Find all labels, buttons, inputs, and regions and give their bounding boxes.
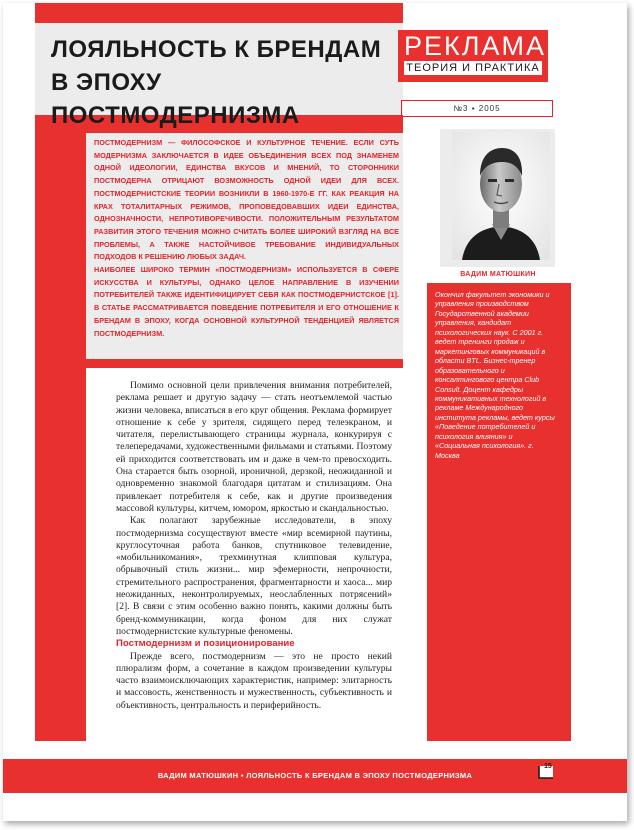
magazine-logo bbox=[398, 30, 548, 82]
logo-subtitle: ТЕОРИЯ И ПРАКТИКА bbox=[406, 62, 540, 74]
author-bio: Окончил факультет экономики и управления производством Государственной академии управления, кандидат психологических наук. С 2001 г. ведет тренинги продаж и маркетинговых коммуникаций в области BTL. Бизнес-тренер образовательного и консалтингового центра Club Consult. Доцент кафедры коммуникативных технологий в рекламе Международного института рекламы, ведет курсы «Поведение потребителей и психология влияния» и «Социальная психология». г. Москва bbox=[435, 290, 555, 460]
issue-box bbox=[401, 100, 553, 117]
article-title: ЛОЯЛЬНОСТЬ К БРЕНДАМ В ЭПОХУ ПОСТМОДЕРНИЗМА bbox=[51, 36, 382, 129]
issue-number: №3 ▪ 2005 bbox=[453, 104, 501, 113]
body-paragraph-1: Помимо основной цели привлечения внимания потребителей, реклама решает и другую задачу — стать неотъемлемой частью жизни человека, вписаться в его круг общения. Реклама формирует отношение к себе у зрителя, сидящего перед телеэкраном, и читателя, перелистывающего страницы журнала, конкурируя с телепередачами, художественными фильмами и статьями. Поэтому ей приходится соответствовать им и даже в чем-то превосходить. Она старается быть озорной, ироничной, дерзкой, неожиданной и одновременно знакомой благодаря цитатам и стилизациям. Она привлекает потребителя к себе, как и другие произведения массовой культуры, китчем, юмором, яркостью и скандальностью. bbox=[116, 380, 392, 514]
abstract-paragraph-2: НАИБОЛЕЕ ШИРОКО ТЕРМИН «ПОСТМОДЕРНИЗМ» ИСПОЛЬЗУЕТСЯ В СФЕРЕ ИСКУССТВА И КУЛЬТУРЫ, ОДНАКО ЦЕЛОЕ НАПРАВЛЕНИЕ В ИЗУЧЕНИИ ПОТРЕБИТЕЛЕЙ ТАКЖЕ ИДЕНТИФИЦИРУЕТ СЕБЯ КАК ПОСТМОДЕРНИСТСКОЕ [1]. В СТАТЬЕ РАССМАТРИВАЕТСЯ ПОВЕДЕНИЕ ПОТРЕБИТЕЛЯ И ЕГО ОТНОШЕНИЕ К БРЕНДАМ В ЭПОХУ, КОГДА ОСНОВНОЙ КУЛЬТУРНОЙ ТЕНДЕНЦИЕЙ ЯВЛЯЕТСЯ ПОСТМОДЕРНИЗМ. bbox=[94, 265, 399, 338]
bottom-margin bbox=[3, 793, 627, 821]
body-paragraph-3: Прежде всего, постмодернизм — это не просто некий плюрализм форм, а сочетание в каждом произведении культуры часто взаимоисключающих характеристик, например: элитарность и массовость, женственность и мужественность, субъективность и объективность, центральность и периферийность. bbox=[116, 650, 392, 711]
logo-title: РЕКЛАМА bbox=[404, 31, 546, 61]
page-footer bbox=[3, 759, 627, 793]
body-paragraph-2: Как полагают зарубежные исследователи, в эпоху постмодернизма сосуществуют вместе «мир всемирной паутины, круглосуточная работа банков, спутниковое телевидение, «мобильникомания», трехминутная клипповая культура, обрывочный стиль жизни... мир эфемерности, непрочности, стремительного распространения, фрагментарности и хаоса... мир неожиданных, неконтролируемых, неослабленных потрясений» [2]. В связи с этим особенно важно понять, какими должны быть бренд-коммуникации, когда фоном для них служат постмодернистские культурные феномены. bbox=[116, 515, 392, 637]
abstract-paragraph-1: ПОСТМОДЕРНИЗМ — ФИЛОСОФСКОЕ И КУЛЬТУРНОЕ ТЕЧЕНИЕ. ЕСЛИ СУТЬ МОДЕРНИЗМА ЗАКЛЮЧАЕТСЯ В ИДЕЕ ОБЪЕДИНЕНИЯ ВСЕХ ПОД ЗНАМЕНЕМ ОДНОЙ ИДЕОЛОГИИ, ЕДИНСТВА ВКУСОВ И МНЕНИЙ, ТО СТОРОННИКИ ПОСТМОДЕРНА ОТРИЦАЮТ ВОЗМОЖНОСТЬ ОДНОЙ ИДЕИ ДЛЯ ВСЕХ. ПОСТМОДЕРНИСТСКИЕ ТЕОРИИ ВОЗНИКЛИ В 1960-1970-Е ГГ. КАК РЕАКЦИЯ НА КРАХ ТОТАЛИТАРНЫХ РЕЖИМОВ, ПРОПОВЕДОВАВШИХ ИДЕИ ЕДИНСТВА, ОДНОЗНАЧНОСТИ, НЕПРОТИВОРЕЧИВОСТИ. ПОЛОЖИТЕЛЬНЫМ РЕЗУЛЬТАТОМ РАЗВИТИЯ ЭТОГО ТЕЧЕНИЯ МОЖНО СЧИТАТЬ БОЛЕЕ ШИРОКИЙ ВЗГЛЯД НА ВСЕ ПРОБЛЕМЫ, А ТАКЖЕ НАСТОЙЧИВОЕ ТРЕБОВАНИЕ ИНДИВИДУАЛЬНЫХ ПОДХОДОВ К РЕШЕНИЮ ЛЮБЫХ ЗАДАЧ. bbox=[94, 138, 399, 262]
running-title: ВАДИМ МАТЮШКИН ▪ ЛОЯЛЬНОСТЬ К БРЕНДАМ В ЭПОХУ ПОСТМОДЕРНИЗМА bbox=[157, 771, 473, 780]
article-body bbox=[116, 380, 392, 712]
article-abstract bbox=[94, 137, 399, 340]
author-name: ВАДИМ МАТЮШКИН bbox=[460, 271, 536, 278]
section-subheading: Постмодернизм и позиционирование bbox=[116, 638, 295, 650]
page-number: 15 bbox=[544, 763, 552, 770]
author-photo bbox=[452, 132, 550, 260]
magazine-page bbox=[3, 3, 627, 821]
